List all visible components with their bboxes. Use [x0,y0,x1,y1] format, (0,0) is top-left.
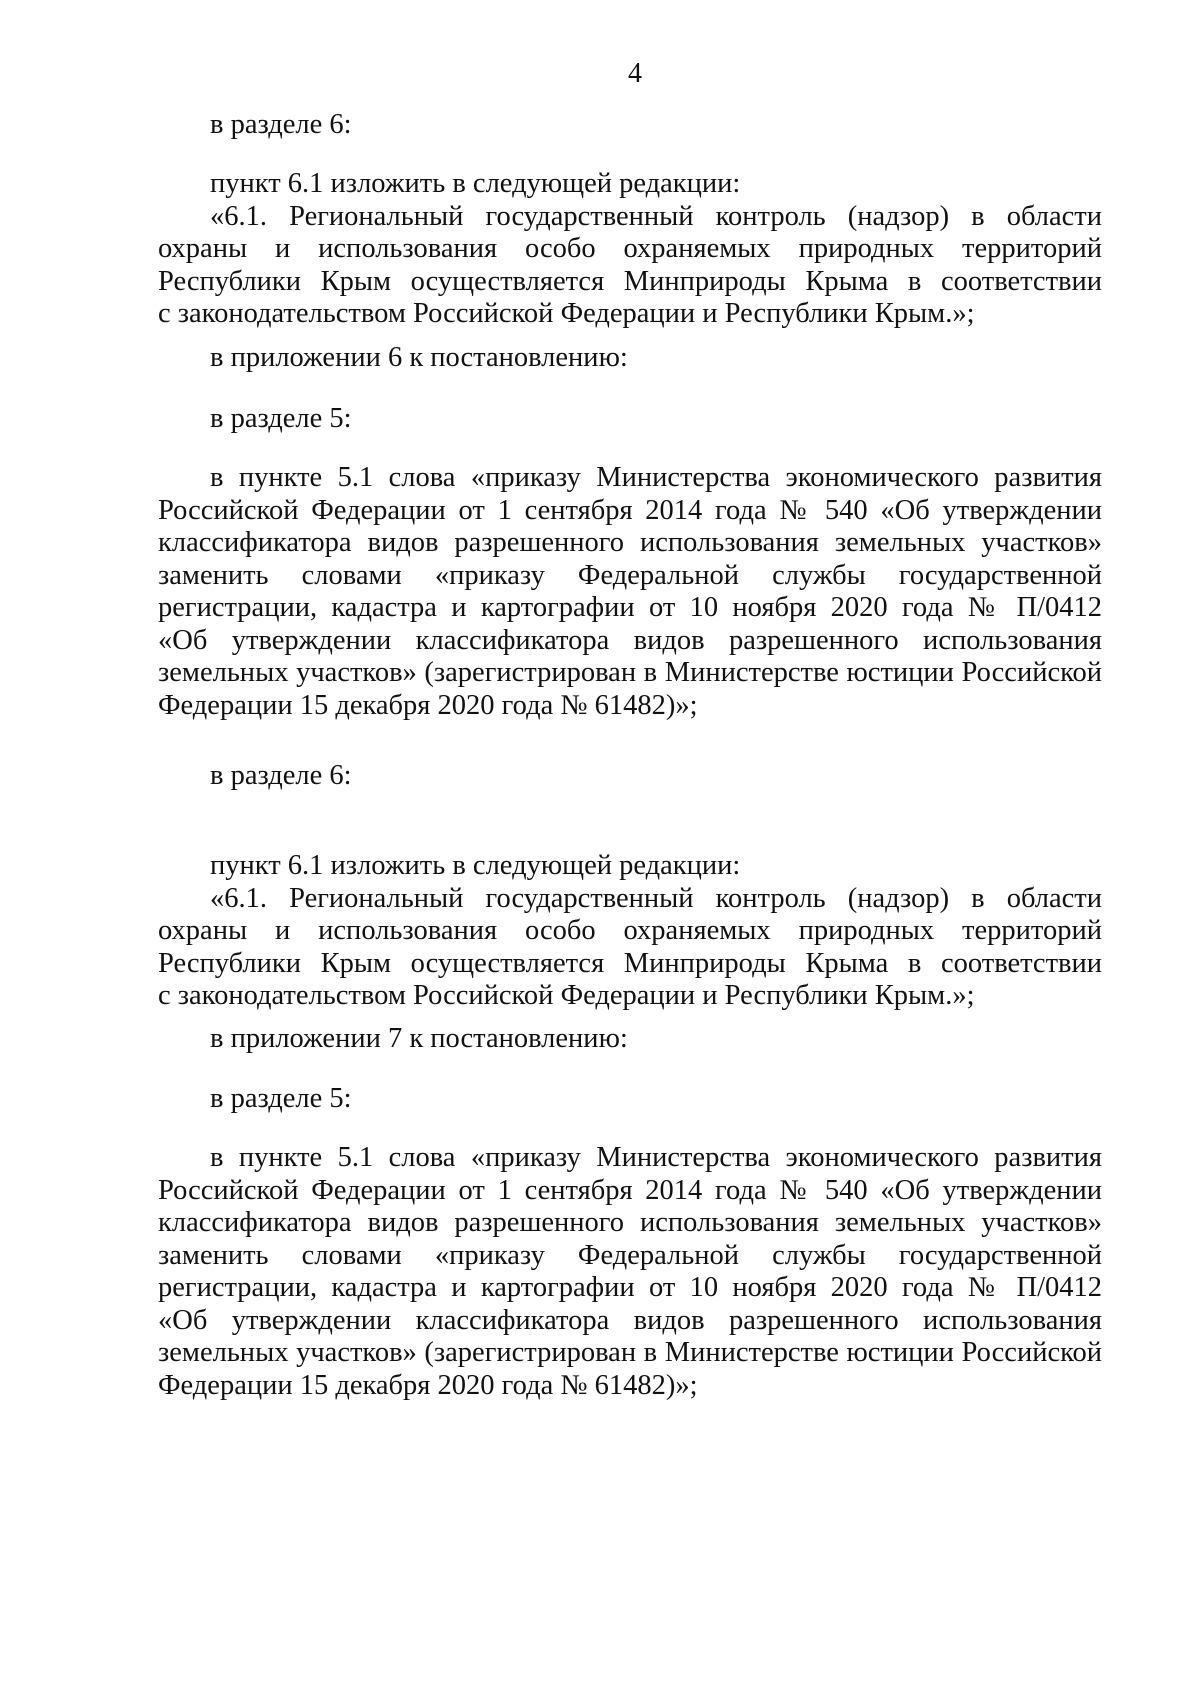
text-line: охраны и использования особо охраняемых природных территорий [158,233,1102,264]
text-line: земельных участков» (зарегистрирован в Министерстве юстиции Российской [158,1337,1102,1368]
text-line: Республики Крым осуществляется Минприроды Крыма в соответствии [158,947,1102,979]
text-line: в приложении 7 к постановлению: [210,1023,628,1054]
text-line: в пункте 5.1 слова «приказу Министерства экономического развития [210,462,1102,493]
paragraph-appendix-7 [158,1023,1102,1056]
text-line: в разделе 6: [210,109,352,140]
text-line: классификатора видов разрешенного использования земельных участков» [158,527,1102,558]
page-number: 4 [628,58,642,89]
text-line: пункт 6.1 изложить в следующей редакции: [210,168,741,199]
text-line: в разделе 5: [210,1083,352,1114]
text-line: Республики Крым осуществляется Минприроды Крыма в соответствии [158,265,1102,297]
paragraph-point-6-1 [158,850,1102,1013]
text-line: заменить словами «приказу Федеральной службы государственной [158,559,1102,591]
text-line: Федерации 15 декабря 2020 года № 61482)»; [158,689,698,721]
paragraph-point-5-1 [158,462,1102,722]
text-line: «6.1. Региональный государственный контроль (надзор) в области [210,882,1102,914]
text-line: заменить словами «приказу Федеральной службы государственной [158,1239,1102,1271]
text-line: регистрации, кадастра и картографии от 10 ноября 2020 года № П/0412 [158,1272,1102,1303]
text-line: Российской Федерации от 1 сентября 2014 года № 540 «Об утверждении [158,494,1102,526]
text-line: в разделе 6: [210,760,352,791]
text-line: «Об утверждении классификатора видов разрешенного использования [158,1304,1102,1336]
text-line: пункт 6.1 изложить в следующей редакции: [210,850,741,881]
paragraph-point-5-1 [158,1142,1102,1402]
paragraph-section-6-heading [158,760,1102,793]
paragraph-point-6-1 [158,168,1102,331]
text-line: с законодательством Российской Федерации и Республики Крым.»; [158,298,975,329]
paragraph-section-5-heading [158,1083,1102,1116]
text-line: в разделе 5: [210,403,352,434]
paragraph-section-5-heading [158,403,1102,436]
text-line: Российской Федерации от 1 сентября 2014 года № 540 «Об утверждении [158,1174,1102,1206]
text-line: с законодательством Российской Федерации и Республики Крым.»; [158,980,975,1011]
text-line: земельных участков» (зарегистрирован в Министерстве юстиции Российской [158,657,1102,688]
text-line: «Об утверждении классификатора видов разрешенного использования [158,624,1102,656]
paragraph-appendix-6 [158,342,1102,375]
text-line: «6.1. Региональный государственный контроль (надзор) в области [210,200,1102,232]
text-line: регистрации, кадастра и картографии от 10 ноября 2020 года № П/0412 [158,592,1102,623]
text-line: Федерации 15 декабря 2020 года № 61482)»; [158,1369,698,1401]
paragraph-section-6-heading [158,109,1102,142]
text-line: классификатора видов разрешенного использования земельных участков» [158,1207,1102,1238]
text-line: охраны и использования особо охраняемых природных территорий [158,915,1102,946]
text-line: в пункте 5.1 слова «приказу Министерства экономического развития [210,1142,1102,1173]
text-line: в приложении 6 к постановлению: [210,342,628,373]
